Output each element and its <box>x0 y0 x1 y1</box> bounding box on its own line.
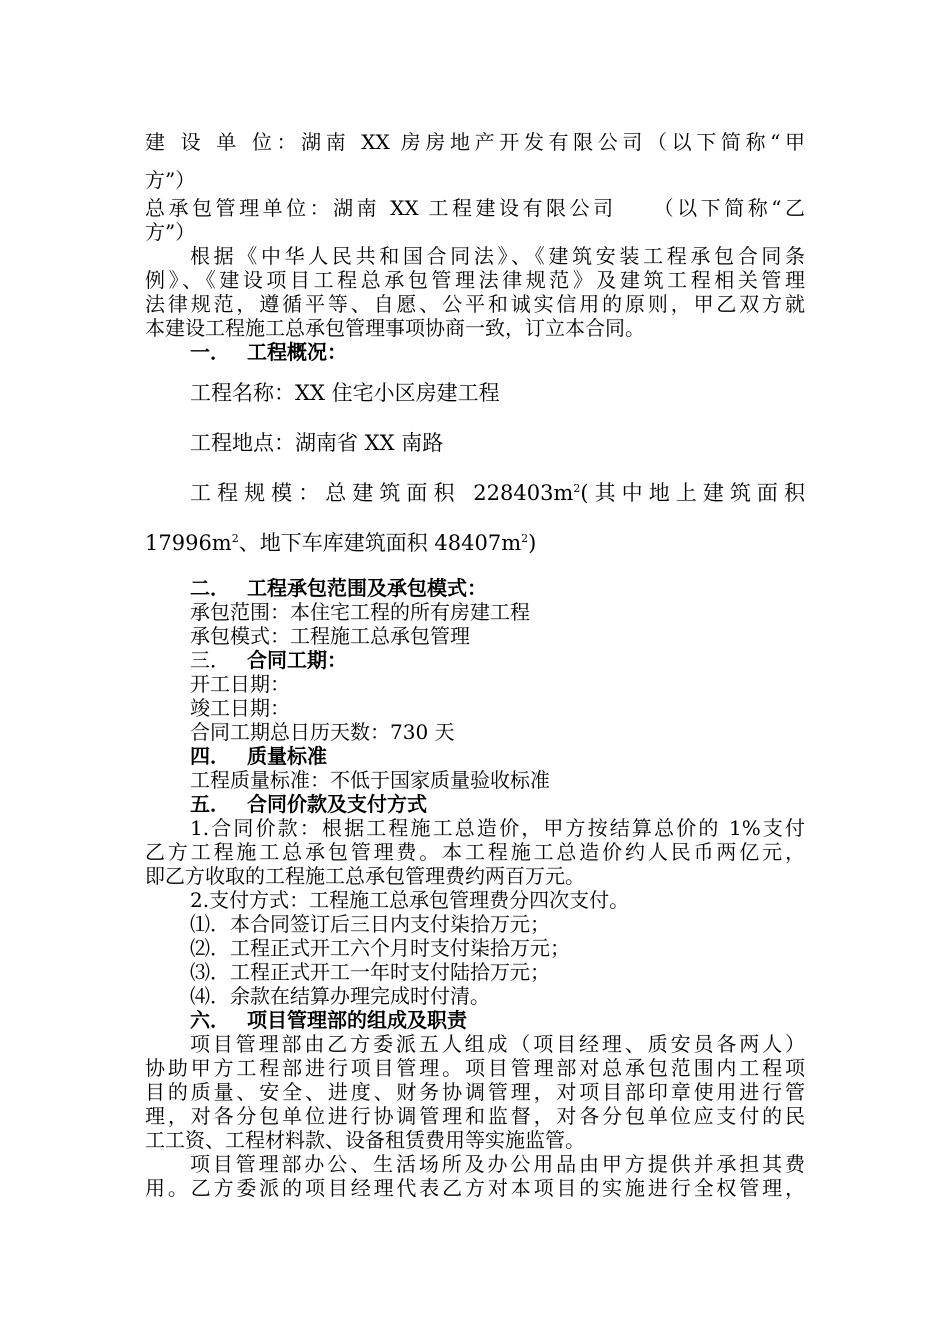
management-para-line: 协助甲方工程部进行项目管理。项目管理部对总承包范围内工程项 <box>145 1056 805 1080</box>
preamble-line: 本建设工程施工总承包管理事项协商一致，订立本合同。 <box>145 316 645 340</box>
start-date: 开工日期： <box>190 672 290 696</box>
contract-scope: 承包范围：本住宅工程的所有房建工程 <box>190 600 530 624</box>
project-scale <box>145 480 805 506</box>
preamble <box>145 244 805 340</box>
section-heading-1 <box>145 340 805 364</box>
management-para-line: 目的质量、安全、进度、财务协调管理，对项目部印章使用进行管 <box>145 1080 805 1104</box>
price-line: 乙方工程施工总承包管理费。本工程施工总造价约人民币两亿元， <box>145 840 805 864</box>
scale-sup: 2 <box>231 532 239 545</box>
section-title: 项目管理部的组成及职责 <box>247 1008 467 1032</box>
contract-page <box>145 130 805 1200</box>
party-a-line: 建 设 单 位：湖南 XX 房房地产开发有限公司（以下简称“甲 <box>145 130 805 154</box>
section-title: 合同价款及支付方式 <box>247 792 427 816</box>
section-title: 工程承包范围及承包模式： <box>247 576 487 600</box>
section-title: 质量标准 <box>247 744 327 768</box>
payment-item: ⑴．本合同签订后三日内支付柒拾万元； <box>190 912 550 936</box>
party-a-block <box>145 130 805 192</box>
party-a-line-cont: 方”） <box>145 168 196 192</box>
section-number: 二． <box>190 576 230 600</box>
section-number: 一． <box>190 340 230 364</box>
section-heading-4 <box>145 744 805 768</box>
price-line: 1.合同价款：根据工程施工总造价，甲方按结算总价的 1%支付 <box>190 816 805 840</box>
management-para-line: 工工资、工程材料款、设备租赁费用等实施监管。 <box>145 1128 585 1152</box>
project-location: 工程地点：湖南省 XX 南路 <box>190 431 444 455</box>
price-line: 即乙方收取的工程施工总承包管理费约两百万元。 <box>145 864 585 888</box>
quality-standard: 工程质量标准：不低于国家质量验收标准 <box>190 768 550 792</box>
scale-text: ) <box>528 531 537 555</box>
preamble-line: 例》、《建设项目工程总承包管理法律规范》及建筑工程相关管理 <box>145 268 805 292</box>
management-para-line: 理，对各分包单位进行协调管理和监督，对各分包单位应支付的民 <box>145 1104 805 1128</box>
section-heading-5 <box>145 792 805 816</box>
party-b-line-cont: 方”） <box>145 220 196 244</box>
project-scale-cont <box>145 530 805 556</box>
section-number: 四． <box>190 744 230 768</box>
section-heading-6 <box>145 1008 805 1032</box>
party-b-line: 总承包管理单位：湖南 XX 工程建设有限公司 （以下简称“乙 <box>145 196 805 220</box>
scale-text: 、地下车库建筑面积 48407m <box>238 531 522 555</box>
section-heading-3 <box>145 648 805 672</box>
party-b-block <box>145 196 805 244</box>
preamble-line: 法律规范，遵循平等、自愿、公平和诚实信用的原则，甲乙双方就 <box>145 292 805 316</box>
office-para-line: 用。乙方委派的项目经理代表乙方对本项目的实施进行全权管理， <box>145 1176 805 1200</box>
end-date: 竣工日期： <box>190 696 290 720</box>
preamble-line: 根据《中华人民共和国合同法》、《建筑安装工程承包合同条 <box>190 244 805 268</box>
payment-item: ⑷．余款在结算办理完成时付清。 <box>190 984 490 1008</box>
scale-text: 工程规模：总建筑面积 228403m <box>190 481 574 505</box>
scale-text: (其中地上建筑面积 <box>580 481 805 505</box>
management-para-line: 项目管理部由乙方委派五人组成（项目经理、质安员各两人） <box>190 1032 805 1056</box>
section-heading-2 <box>145 576 805 600</box>
project-name: 工程名称：XX 住宅小区房建工程 <box>190 381 500 405</box>
section-title: 工程概况： <box>247 340 347 364</box>
total-days: 合同工期总日历天数：730 天 <box>190 720 455 744</box>
payment-item: ⑶．工程正式开工一年时支付陆拾万元； <box>190 960 550 984</box>
office-para-line: 项目管理部办公、生活场所及办公用品由甲方提供并承担其费 <box>190 1152 805 1176</box>
section-number: 五． <box>190 792 230 816</box>
scale-sup: 2 <box>573 482 581 495</box>
contract-mode: 承包模式：工程施工总承包管理 <box>190 624 470 648</box>
section-number: 六． <box>190 1008 230 1032</box>
payment-item: ⑵．工程正式开工六个月时支付柒拾万元； <box>190 936 570 960</box>
payment-method: 2.支付方式：工程施工总承包管理费分四次支付。 <box>190 888 630 912</box>
scale-sup: 2 <box>521 532 529 545</box>
section-number: 三． <box>190 648 230 672</box>
section-title: 合同工期： <box>247 648 347 672</box>
scale-text: 17996m <box>145 531 232 555</box>
